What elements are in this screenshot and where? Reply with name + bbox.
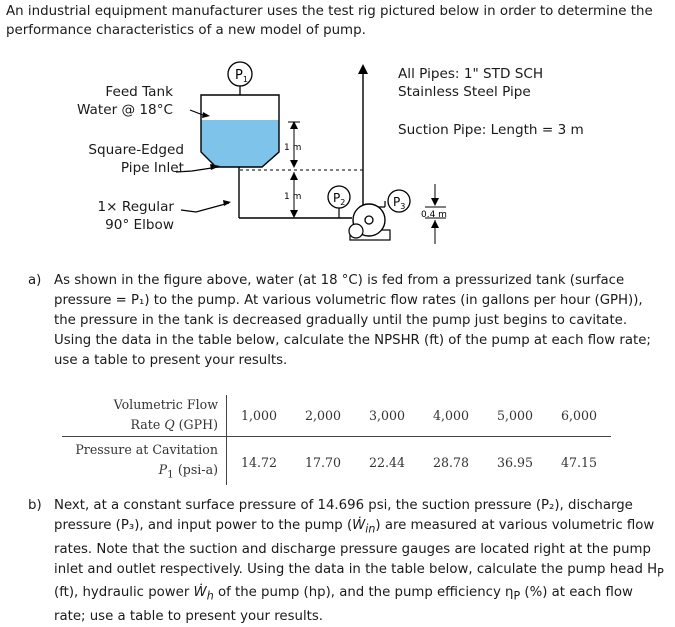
question-a-text: As shown in the figure above, water (at 18 °C) is fed from a pressurized tank (surface pressure = P₁) to the pump. At various volumetric flow rates (in gallons per hour (GPH)), the pressure in the tank is decreased gradually until the pump just begins to cavitate. Using the data in the table below, calculate the NPSHR (ft) of the pump at each flow rate; use a table to present your results.	[54, 273, 651, 368]
table-cell: 22.44	[368, 454, 406, 470]
label-elbow: 1× Regular 90° Elbow	[97, 199, 174, 233]
svg-text:1 m: 1 m	[284, 192, 302, 202]
dimension-pump	[421, 184, 447, 244]
dimension-lower	[284, 172, 301, 218]
table-row-flow	[62, 395, 611, 437]
table-cell: 2,000	[291, 395, 355, 437]
table-cell: 47.15	[560, 454, 598, 470]
label-suction-pipe: Suction Pipe: Length = 3 m	[398, 122, 584, 138]
label-pipe-inlet: Square-Edged Pipe Inlet	[88, 142, 184, 176]
svg-text:1 m: 1 m	[284, 143, 302, 153]
intro-paragraph: An industrial equipment manufacturer uses the test rig pictured below in order to determine the performance characteristics of a new model of pump.	[6, 4, 653, 38]
gauge-p3-label: $P_3$	[393, 195, 406, 211]
table-header-flow: Volumetric Flow Rate Q (GPH)	[62, 395, 227, 437]
table-cell: 1,000	[227, 395, 292, 437]
table-cell: 4,000	[419, 395, 483, 437]
table-cell: 3,000	[355, 395, 419, 437]
table-cell: 28.78	[432, 454, 470, 470]
table-cell: 5,000	[483, 395, 547, 437]
table-row-pressure	[62, 437, 611, 485]
table-header-pressure: Pressure at Cavitation $P_1$ (psi-a)	[62, 437, 227, 485]
gauge-p1-label: $P_1$	[235, 68, 248, 84]
svg-text:0.4 m: 0.4 m	[421, 210, 447, 220]
label-all-pipes: All Pipes: 1" STD SCH Stainless Steel Pipe	[398, 66, 544, 100]
table-cell: 36.95	[496, 454, 534, 470]
gauge-p2-label: $P_2$	[333, 191, 346, 207]
cavitation-data-table	[62, 395, 611, 485]
label-feed-tank: Feed Tank Water @ 18°C	[76, 84, 173, 118]
dimension-upper	[284, 121, 301, 168]
question-a-number: a)	[28, 273, 42, 288]
tank-water	[201, 120, 279, 167]
question-b	[28, 496, 668, 627]
question-a	[28, 271, 668, 371]
table-cell: 14.72	[240, 454, 278, 470]
question-b-number: b)	[28, 498, 42, 513]
table-cell: 6,000	[547, 395, 611, 437]
table-cell: 17.70	[304, 454, 342, 470]
question-b-text: Next, at a constant surface pressure of 14.696 psi, the suction pressure (P₂), discharge pressure (P₃), and input power to the pump (Ẇ$_{in}$) are measured at various volumetric flow rates. Note that the suction and discharge pressure gauges are located right at the pump inlet and outlet respectively. Using the data in the table below, calculate the pump head $H_P$ (ft), hydraulic power Ẇ$_h$ of the pump (hp), and the pump efficiency $\eta_P$ (%) at each flow rate; use a table to present your results.	[54, 498, 664, 624]
pump	[349, 204, 390, 240]
